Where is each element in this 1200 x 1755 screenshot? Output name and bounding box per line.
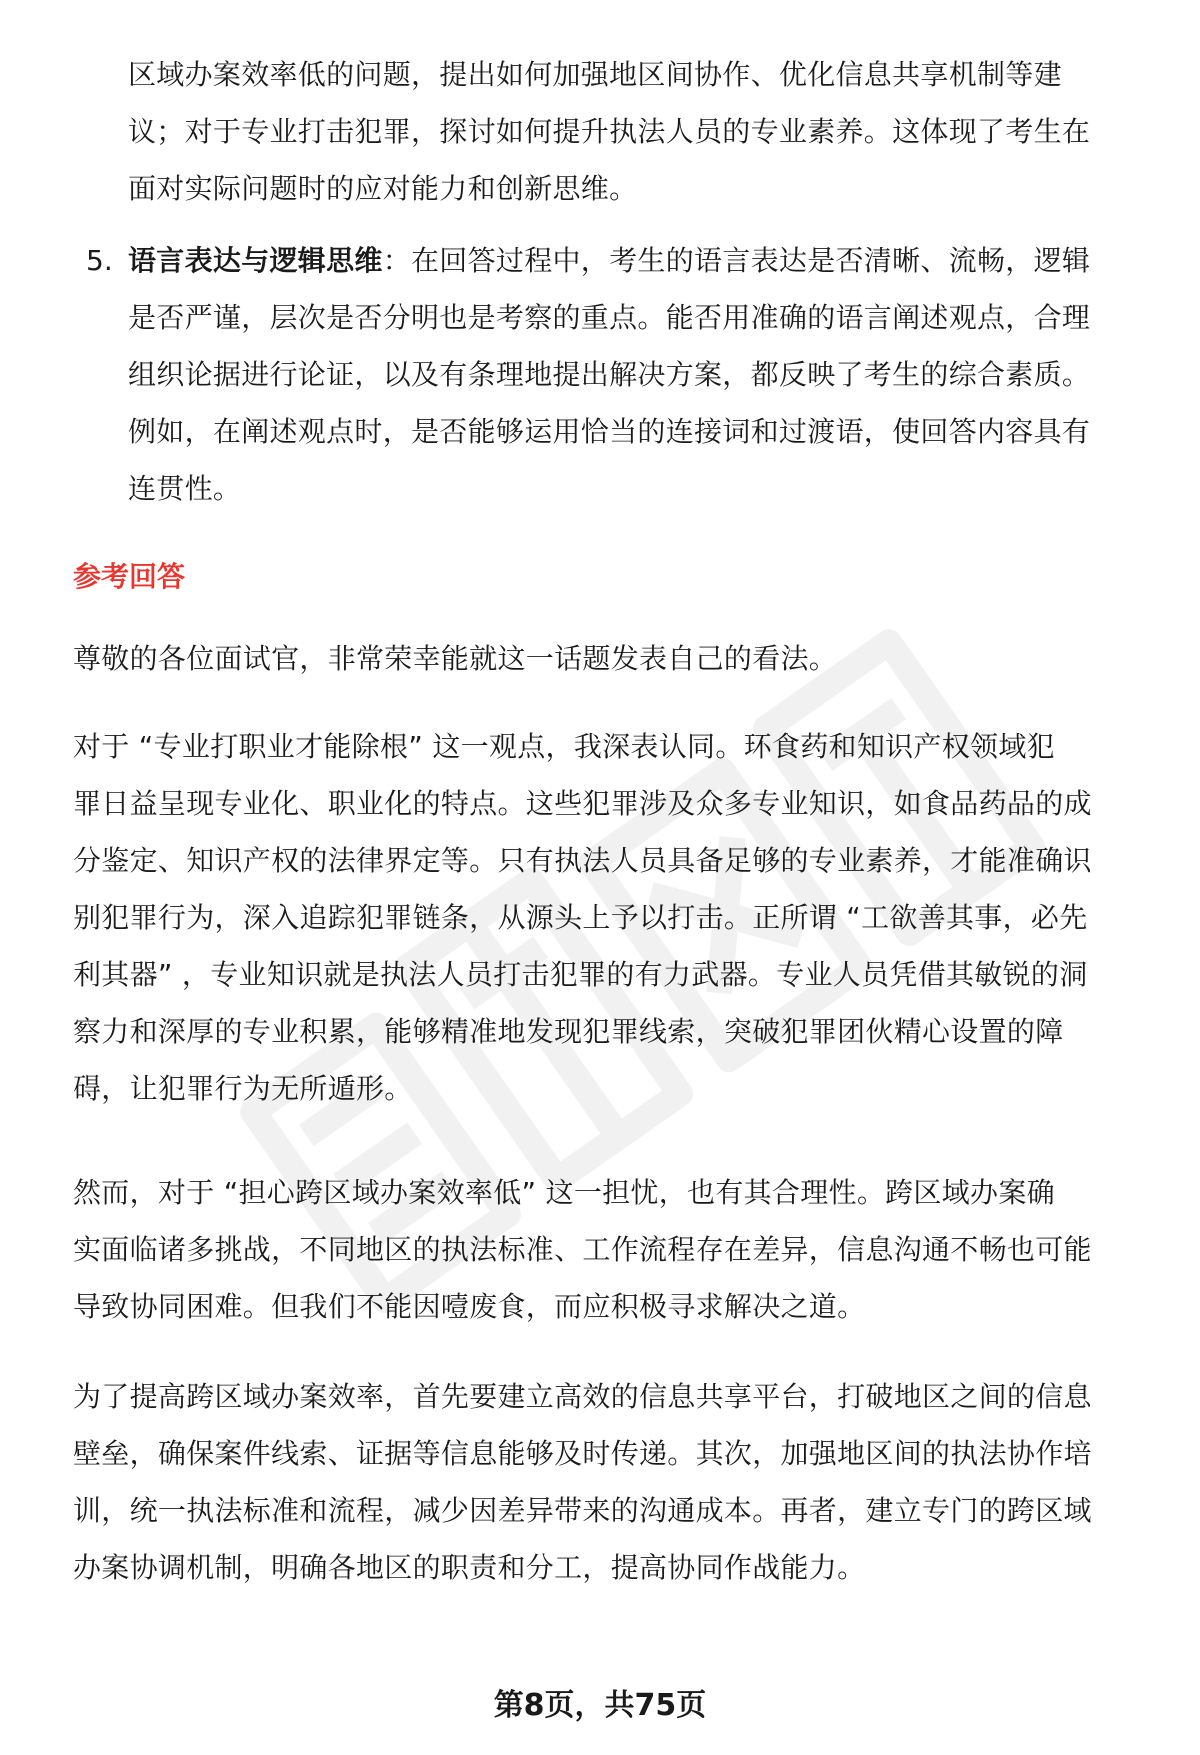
text-line: 导致协同困难。但我们不能因噎废食，而应积极寻求解决之道。 bbox=[73, 1290, 866, 1323]
text-line: 训，统一执法标准和流程，减少因差异带来的沟通成本。再者，建立专门的跨区域 bbox=[73, 1494, 1092, 1527]
text-line: 然而，对于 “担心跨区域办案效率低” 这一担忧，也有其合理性。跨区域办案确 bbox=[73, 1176, 1055, 1209]
text-line: 别犯罪行为，深入追踪犯罪链条，从源头上予以打击。正所谓 “工欲善其事，必先 bbox=[73, 901, 1088, 934]
text-line: 碍，让犯罪行为无所遁形。 bbox=[73, 1072, 413, 1105]
paragraph-solutions bbox=[73, 1368, 1092, 1596]
text-line: 办案协调机制，明确各地区的职责和分工，提高协同作战能力。 bbox=[73, 1551, 866, 1584]
text-line: 察力和深厚的专业积累，能够精准地发现犯罪线索，突破犯罪团伙精心设置的障 bbox=[73, 1015, 1064, 1048]
list-item-title: 语言表达与逻辑思维 bbox=[128, 244, 383, 277]
text-line: 尊敬的各位面试官，非常荣幸能就这一话题发表自己的看法。 bbox=[73, 642, 838, 675]
text-line: 利其器” ，专业知识就是执法人员打击犯罪的有力武器。专业人员凭借其敏锐的洞 bbox=[73, 958, 1088, 991]
text-line: 连贯性。 bbox=[128, 472, 242, 505]
text-line: 组织论据进行论证，以及有条理地提出解决方案，都反映了考生的综合素质。 bbox=[128, 358, 1091, 391]
text-line: 罪日益呈现专业化、职业化的特点。这些犯罪涉及众多专业知识，如食品药品的成 bbox=[73, 787, 1092, 820]
section-heading: 参考回答 bbox=[73, 560, 186, 593]
text-line bbox=[128, 232, 1090, 289]
paragraph-agreement bbox=[73, 718, 1092, 1117]
text-line: 面对实际问题时的应对能力和创新思维。 bbox=[128, 172, 638, 205]
list-item-number: 5. bbox=[86, 244, 113, 277]
text-line: 例如，在阐述观点时，是否能够运用恰当的连接词和过渡语，使回答内容具有 bbox=[128, 415, 1091, 448]
list-item-5 bbox=[128, 232, 1090, 517]
text-line: 是否严谨，层次是否分明也是考察的重点。能否用准确的语言阐述观点，合理 bbox=[128, 301, 1091, 334]
paragraph-concern bbox=[73, 1164, 1092, 1335]
text-line: 议；对于专业打击犯罪，探讨如何提升执法人员的专业素养。这体现了考生在 bbox=[128, 115, 1091, 148]
text-line: 壁垒，确保案件线索、证据等信息能够及时传递。其次，加强地区间的执法协作培 bbox=[73, 1437, 1092, 1470]
text-line: 实面临诸多挑战，不同地区的执法标准、工作流程存在差异，信息沟通不畅也可能 bbox=[73, 1233, 1092, 1266]
paragraph-greeting bbox=[73, 630, 837, 687]
text-line: 为了提高跨区域办案效率，首先要建立高效的信息共享平台，打破地区之间的信息 bbox=[73, 1380, 1092, 1413]
text-line: 对于 “专业打职业才能除根” 这一观点，我深表认同。环食药和知识产权领域犯 bbox=[73, 730, 1055, 763]
continuation-text bbox=[128, 46, 1090, 217]
text-line: 分鉴定、知识产权的法律界定等。只有执法人员具备足够的专业素养，才能准确识 bbox=[73, 844, 1092, 877]
text-line: 区域办案效率低的问题，提出如何加强地区间协作、优化信息共享机制等建 bbox=[128, 58, 1062, 91]
page-number-footer: 第8页，共75页 bbox=[493, 1688, 707, 1723]
list-item-first-line: ：在回答过程中，考生的语言表达是否清晰、流畅，逻辑 bbox=[382, 244, 1091, 277]
